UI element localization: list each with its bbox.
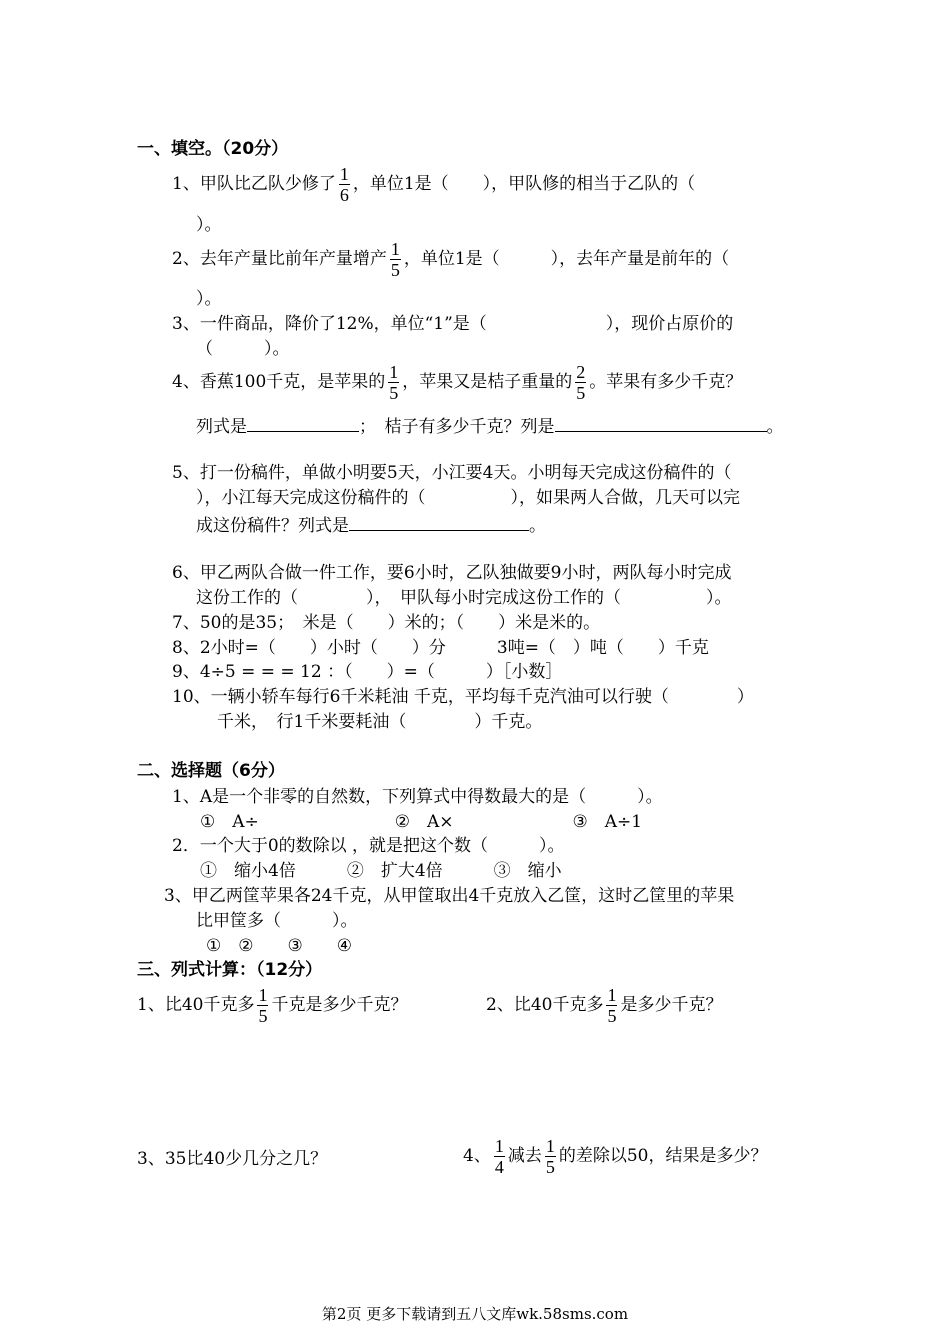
question-2-3: 3、甲乙两筐苹果各24千克，从甲筐取出4千克放入乙筐，这时乙筐里的苹果 [164, 886, 735, 906]
question-1-5: 5、打一份稿件，单做小明要5天，小江要4天。小明每天完成这份稿件的（ [172, 463, 732, 483]
question-1-10: 10、一辆小轿车每行6千米耗油 千克，平均每千克汽油可以行驶（ ） [172, 687, 754, 707]
question-3-2: 2、比40千克多 $\frac{1}{5}$ 是多少千克？ [486, 985, 723, 1026]
question-2-1: 1、A是一个非零的自然数，下列算式中得数最大的是（ ）。 [172, 787, 663, 807]
question-1-10-cont: 千米， 行1千米要耗油（ ）千克。 [217, 712, 543, 732]
question-1-6: 6、甲乙两队合做一件工作，要6小时，乙队独做要9小时，两队每小时完成 [172, 563, 732, 583]
question-1-4-cont: 列式是 ； 桔子有多少千克？列是 。 [196, 413, 784, 438]
question-1-8: 8、2小时=（ ）小时（ ）分 3吨=（ ）吨（ ）千克 [172, 638, 709, 658]
section3-title: 三、列式计算：（12分） [137, 960, 323, 980]
fraction: $\frac{1}{5}$ [607, 985, 617, 1026]
question-2-3-cont: 比甲筐多（ ）。 [196, 911, 358, 931]
answer-blank[interactable] [349, 512, 529, 531]
answer-blank[interactable] [247, 413, 359, 432]
question-1-3-cont: （ ）。 [196, 339, 290, 359]
question-3-3: 3、35比40少几分之几？ [137, 1149, 328, 1169]
question-1-1-cont: ）。 [196, 215, 222, 235]
question-3-4: 4、 $\frac{1}{4}$ 减去 $\frac{1}{5}$ 的差除以50，结果是多少？ [463, 1136, 768, 1177]
question-1-2-cont: ）。 [196, 289, 222, 309]
fraction: $\frac{2}{5}$ [576, 362, 586, 403]
section1-title: 一、填空。（20分） [137, 139, 289, 159]
question-1-1: 1、甲队比乙队少修了 $\frac{1}{6}$ ，单位1是（ ），甲队修的相当于乙队的（ [172, 164, 696, 205]
question-1-4: 4、香蕉100千克，是苹果的 $\frac{1}{5}$ ，苹果又是桔子重量的 $\frac{2}{5}$ 。苹果有多少千克？ [172, 362, 743, 403]
question-1-2: 2、去年产量比前年产量增产 $\frac{1}{5}$ ，单位1是（ ），去年产量是前年的（ [172, 239, 730, 280]
page-footer: 第2页 更多下载请到五八文库wk.58sms.com [321, 1305, 629, 1323]
question-1-3: 3、一件商品，降价了12%，单位“1”是（ ），现价占原价的 [172, 314, 734, 334]
fraction: $\frac{1}{4}$ [494, 1136, 504, 1177]
question-1-6-cont: 这份工作的（ ）， 甲队每小时完成这份工作的（ ）。 [196, 588, 732, 608]
fraction: $\frac{1}{5}$ [258, 985, 268, 1026]
section2-title: 二、选择题（6分） [137, 761, 285, 781]
question-2-1-options: ① A÷ ② A× ③ A÷1 [200, 812, 643, 832]
question-3-1: 1、比40千克多 $\frac{1}{5}$ 千克是多少千克？ [137, 985, 408, 1026]
question-2-3-options: ① ② ③ ④ [206, 936, 352, 956]
question-1-9: 9、4÷5 = = = 12 ：（ ）=（ ）［小数］ [172, 662, 563, 682]
question-2-2: 2．一个大于0的数除以 ，就是把这个数（ ）。 [172, 836, 565, 856]
fraction: $\frac{1}{6}$ [339, 164, 349, 205]
question-2-2-options: ① 缩小4倍 ② 扩大4倍 ③ 缩小 [200, 861, 562, 881]
answer-blank[interactable] [555, 413, 767, 432]
fraction: $\frac{1}{5}$ [390, 239, 400, 280]
question-1-7: 7、50的是35； 米是（ ）米的；（ ）米是米的。 [172, 613, 601, 633]
question-1-5-cont2: 成这份稿件？列式是 。 [196, 512, 546, 537]
question-1-5-cont: ），小江每天完成这份稿件的（ ），如果两人合做，几天可以完 [196, 488, 740, 508]
fraction: $\frac{1}{5}$ [389, 362, 399, 403]
fraction: $\frac{1}{5}$ [545, 1136, 555, 1177]
